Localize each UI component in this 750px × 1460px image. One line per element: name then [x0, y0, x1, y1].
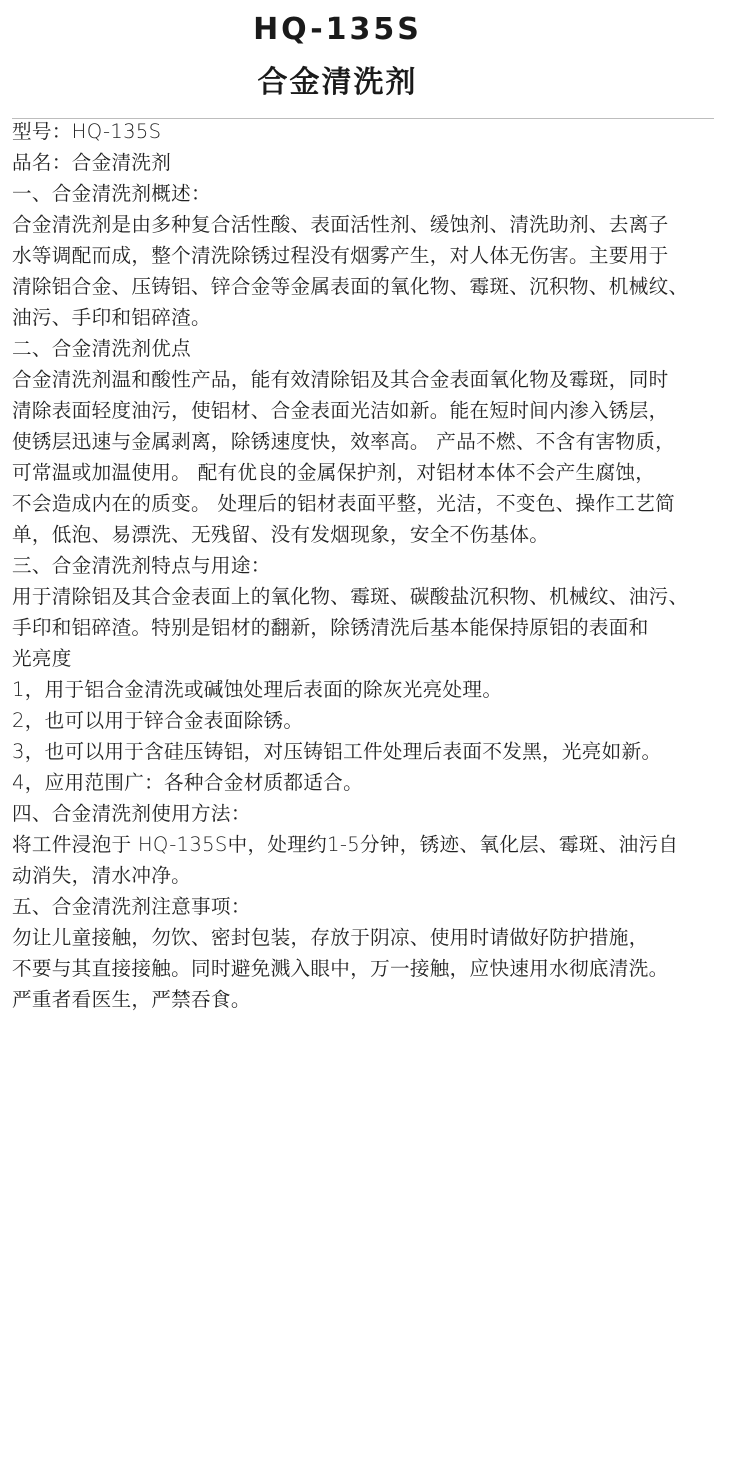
- list-item: 2，也可以用于锌合金表面除锈。: [12, 709, 304, 732]
- paragraph-line: 手印和铝碎渣。特别是铝材的翻新，除锈清洗后基本能保持原铝的表面和: [12, 616, 649, 639]
- section-heading-overview: 一、合金清洗剂概述：: [12, 182, 211, 205]
- paragraph-line: 严重者看医生，严禁吞食。: [12, 988, 251, 1011]
- paragraph-line: 清除铝合金、压铸铝、锌合金等金属表面的氧化物、霉斑、沉积物、机械纹、: [12, 275, 689, 298]
- section-heading-features: 三、合金清洗剂特点与用途：: [12, 554, 271, 577]
- paragraph-line: 水等调配而成，整个清洗除锈过程没有烟雾产生，对人体无伤害。主要用于: [12, 244, 669, 267]
- model-line: 型号：HQ-135S: [12, 120, 162, 143]
- paragraph-line: 勿让儿童接触，勿饮、密封包装，存放于阴凉、使用时请做好防护措施，: [12, 926, 649, 949]
- list-item: 4，应用范围广：各种合金材质都适合。: [12, 771, 363, 794]
- paragraph-line: 清除表面轻度油污，使铝材、合金表面光洁如新。能在短时间内渗入锈层，: [12, 399, 669, 422]
- name-line: 品名：合金清洗剂: [12, 151, 172, 174]
- product-name-title: 合金清洗剂: [257, 65, 418, 100]
- paragraph-line: 合金清洗剂是由多种复合活性酸、表面活性剂、缓蚀剂、清洗助剂、去离子: [12, 213, 669, 236]
- paragraph-line: 单，低泡、易漂洗、无残留、没有发烟现象，安全不伤基体。: [12, 523, 550, 546]
- paragraph-line: 动消失，清水冲净。: [12, 864, 192, 887]
- paragraph-line: 光亮度: [12, 647, 72, 670]
- list-item: 3，也可以用于含硅压铸铝，对压铸铝工件处理后表面不发黑，光亮如新。: [12, 740, 662, 763]
- paragraph-line: 不会造成内在的质变。 处理后的铝材表面平整，光洁，不变色、操作工艺简: [12, 492, 676, 515]
- product-model-title: HQ-135S: [253, 12, 422, 47]
- document-body: [12, 116, 748, 1015]
- paragraph-line: 使锈层迅速与金属剥离，除锈速度快，效率高。 产品不燃、不含有害物质，: [12, 430, 676, 453]
- paragraph-line: 可常温或加温使用。 配有优良的金属保护剂，对铝材本体不会产生腐蚀，: [12, 461, 656, 484]
- section-heading-advantages: 二、合金清洗剂优点: [12, 337, 192, 360]
- paragraph-line: 合金清洗剂温和酸性产品，能有效清除铝及其合金表面氧化物及霉斑，同时: [12, 368, 669, 391]
- paragraph-line: 用于清除铝及其合金表面上的氧化物、霉斑、碳酸盐沉积物、机械纹、油污、: [12, 585, 689, 608]
- list-item: 1，用于铝合金清洗或碱蚀处理后表面的除灰光亮处理。: [12, 678, 503, 701]
- section-heading-precautions: 五、合金清洗剂注意事项：: [12, 895, 251, 918]
- section-heading-usage: 四、合金清洗剂使用方法：: [12, 802, 251, 825]
- paragraph-line: 油污、手印和铝碎渣。: [12, 306, 211, 329]
- paragraph-line: 将工件浸泡于 HQ-135S中，处理约1-5分钟，锈迹、氧化层、霉斑、油污自: [12, 833, 679, 856]
- paragraph-line: 不要与其直接接触。同时避免溅入眼中，万一接触，应快速用水彻底清洗。: [12, 957, 669, 980]
